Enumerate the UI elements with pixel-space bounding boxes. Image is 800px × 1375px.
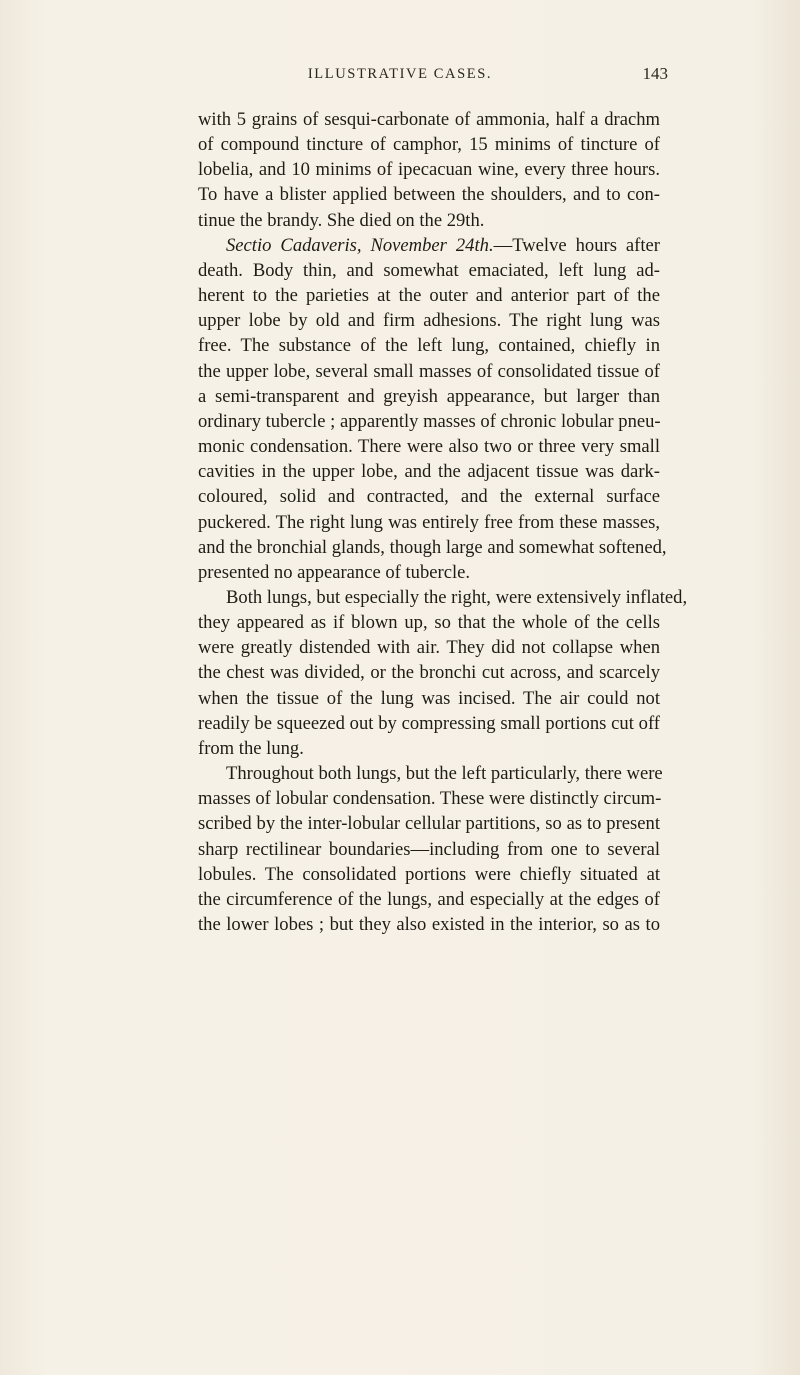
text-line: from the lung. [198,737,304,759]
text-line: monic condensation. There were also two or three very small [198,436,660,458]
running-head: ILLUSTRATIVE CASES. [307,66,493,82]
body-text [198,107,688,937]
heading-continuation: —Twelve hours after [493,234,660,256]
text-line: of compound tincture of camphor, 15 minims of tincture of [198,134,660,156]
text-line: and the bronchial glands, though large and somewhat softened, [198,536,667,558]
text-line: presented no appearance of tubercle. [198,561,471,583]
text-line: masses of lobular condensation. These were distinctly circum- [198,788,662,810]
text-line: puckered. The right lung was entirely free from these masses, [198,511,660,533]
text-line: the chest was divided, or the bronchi cut across, and scarcely [198,662,660,684]
text-line: death. Body thin, and somewhat emaciated, left lung ad- [198,259,660,281]
text-line: the upper lobe, several small masses of consolidated tissue of [198,360,660,382]
text-line: cavities in the upper lobe, and the adjacent tissue was dark- [198,461,660,483]
text-line: the circumference of the lungs, and especially at the edges of [198,888,660,910]
text-line: ordinary tubercle ; apparently masses of chronic lobular pneu- [198,410,661,432]
text-line: scribed by the inter-lobular cellular partitions, so as to present [198,813,660,835]
text-line: Throughout both lungs, but the left particularly, there were [226,763,663,785]
text-line: sharp rectilinear boundaries—including from one to several [198,838,660,860]
text-line: Both lungs, but especially the right, were extensively inflated, [226,586,688,608]
section-heading-italic: Sectio Cadaveris, November 24th. [226,234,494,256]
text-line: a semi-transparent and greyish appearance, but larger than [198,385,660,407]
text-line: To have a blister applied between the shoulders, and to con- [198,184,660,206]
text-line: free. The substance of the left lung, contained, chiefly in [198,335,660,357]
text-line: lobelia, and 10 minims of ipecacuan wine, every three hours. [198,159,660,181]
page-header [0,66,800,102]
text-line: coloured, solid and contracted, and the external surface [198,486,660,508]
text-line: the lower lobes ; but they also existed in the interior, so as to [198,914,660,935]
text-line: herent to the parieties at the outer and anterior part of the [198,285,660,307]
text-line: were greatly distended with air. They did not collapse when [198,637,660,659]
text-line: upper lobe by old and firm adhesions. The right lung was [198,310,660,332]
text-line-heading [198,233,660,258]
text-line: with 5 grains of sesqui-carbonate of ammonia, half a drachm [198,109,660,130]
text-line: lobules. The consolidated portions were chiefly situated at [198,863,660,885]
text-line: they appeared as if blown up, so that the whole of the cells [198,612,660,634]
text-line: tinue the brandy. She died on the 29th. [198,209,485,231]
text-line: when the tissue of the lung was incised. The air could not [198,687,660,709]
page-number: 143 [642,64,668,83]
text-line: readily be squeezed out by compressing small portions cut off [198,712,660,734]
